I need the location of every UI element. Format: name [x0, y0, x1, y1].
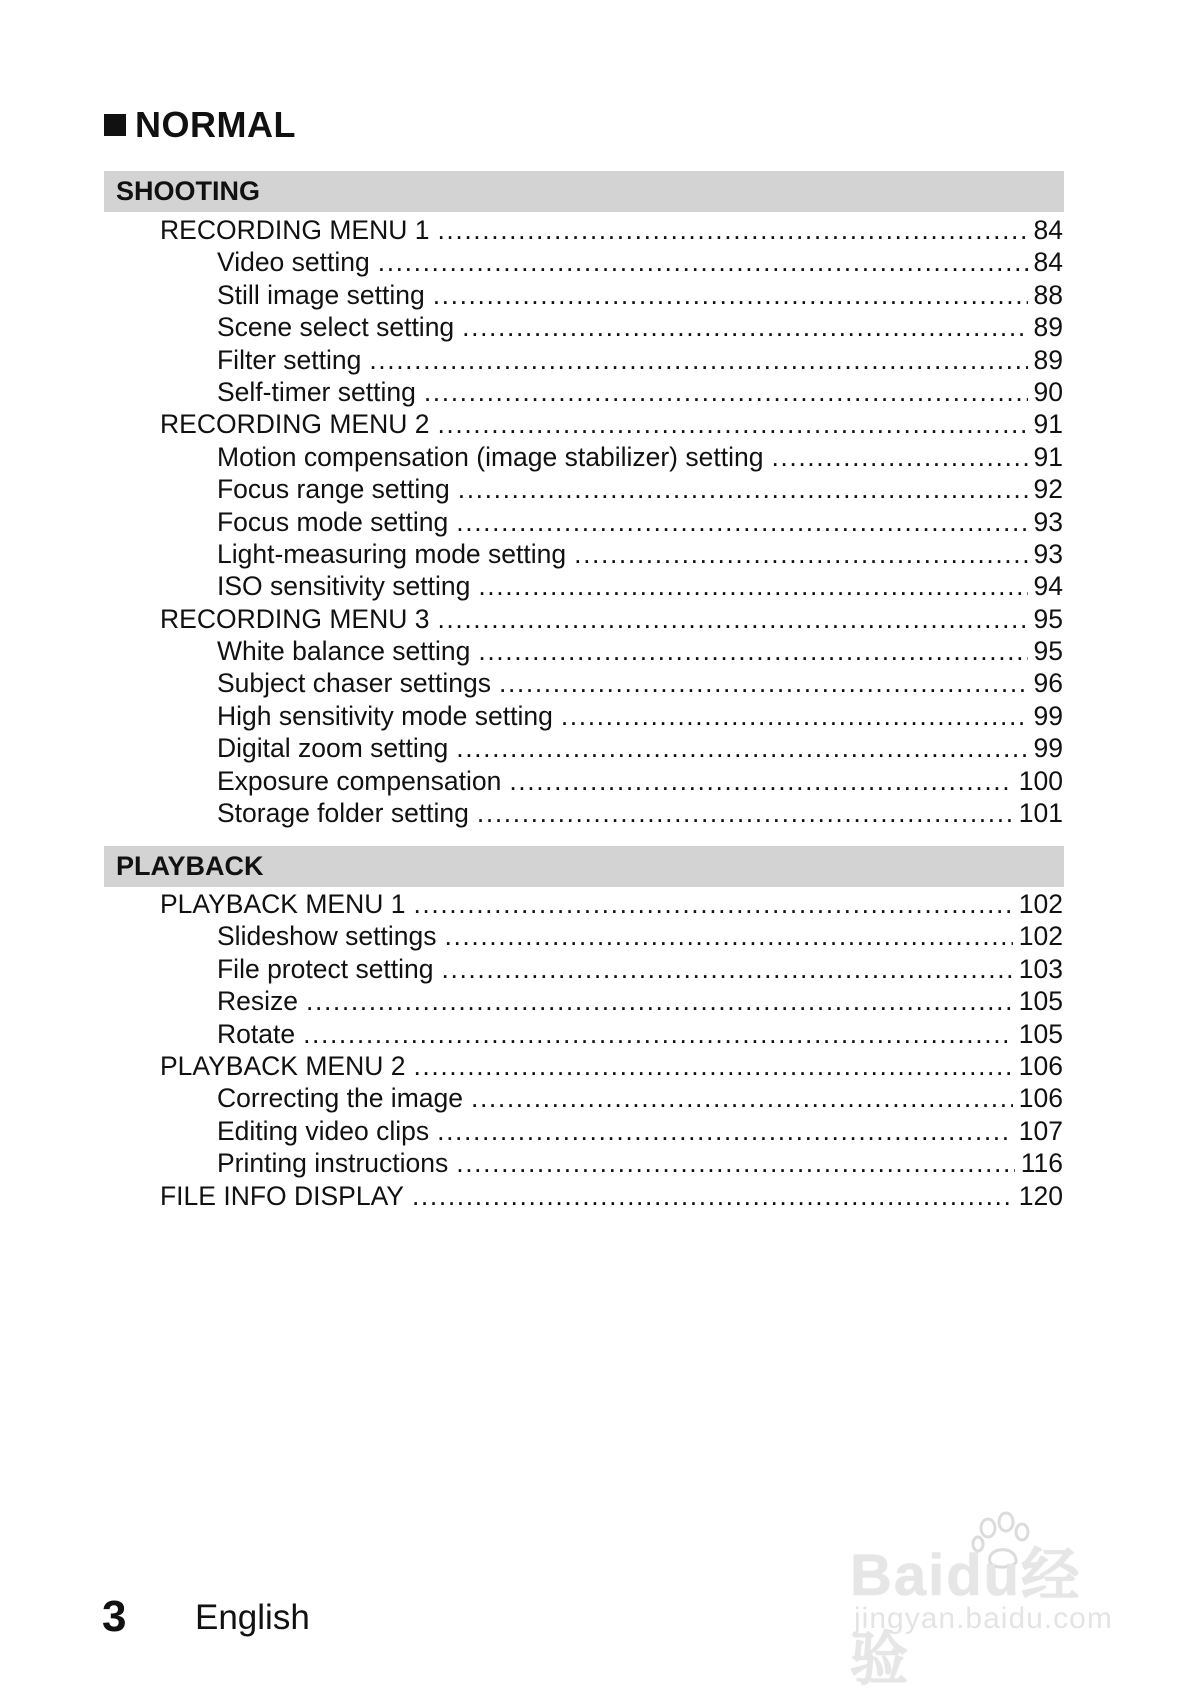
- toc-entry-label: Editing video clips: [217, 1115, 430, 1146]
- toc-entry-page: 106: [1018, 1083, 1063, 1114]
- toc-entry: [160, 1083, 1063, 1115]
- dot-leader: [444, 921, 1012, 952]
- toc-entry: [160, 986, 1063, 1018]
- toc-entry-page: 102: [1018, 921, 1063, 952]
- toc-entry: [160, 507, 1063, 539]
- toc-entry: [160, 636, 1063, 668]
- toc-entry: [160, 668, 1063, 700]
- dot-leader: [771, 442, 1027, 473]
- shooting-header: SHOOTING: [104, 171, 1064, 212]
- dot-leader: [478, 636, 1027, 667]
- toc-entry: [160, 1148, 1063, 1180]
- toc-entry-label: Focus range setting: [217, 474, 450, 505]
- toc-entry: [160, 312, 1063, 344]
- toc-entry-label: Light-measuring mode setting: [217, 538, 567, 569]
- toc-entry-label: FILE INFO DISPLAY: [160, 1180, 404, 1211]
- toc-entry: [160, 766, 1063, 798]
- toc-entry: [160, 571, 1063, 603]
- dot-leader: [433, 280, 1028, 311]
- toc-entry: [160, 889, 1063, 921]
- toc-entry-page: 99: [1033, 700, 1063, 731]
- dot-leader: [477, 798, 1013, 829]
- toc-entry-page: 94: [1033, 571, 1063, 602]
- section-heading-text: NORMAL: [135, 104, 296, 145]
- toc-entry-page: 100: [1018, 765, 1063, 796]
- toc-entry-page: 95: [1033, 636, 1063, 667]
- toc-entry-page: 101: [1018, 798, 1063, 829]
- dot-leader: [561, 701, 1028, 732]
- toc-entry: [160, 1019, 1063, 1051]
- dot-leader: [437, 604, 1027, 635]
- toc-entry-label: PLAYBACK MENU 1: [160, 889, 406, 919]
- toc-entry-page: 105: [1018, 986, 1063, 1017]
- toc-entry-page: 89: [1033, 344, 1063, 375]
- dot-leader: [303, 1019, 1013, 1050]
- dot-leader: [456, 1148, 1015, 1179]
- toc-entry-page: 92: [1033, 474, 1063, 505]
- toc-entry-label: Video setting: [217, 247, 370, 278]
- dot-leader: [456, 733, 1027, 764]
- toc-entry-page: 91: [1033, 409, 1063, 440]
- dot-leader: [458, 474, 1028, 505]
- toc-entry-label: Motion compensation (image stabilizer) setting: [217, 441, 764, 472]
- square-bullet-icon: [104, 114, 126, 136]
- toc-entry-label: RECORDING MENU 2: [160, 409, 430, 440]
- toc-entry-label: Storage folder setting: [217, 798, 469, 829]
- toc-entry-page: 90: [1033, 376, 1063, 407]
- dot-leader: [499, 668, 1028, 699]
- toc-entry-label: File protect setting: [217, 953, 434, 984]
- toc-entry-page: 103: [1018, 953, 1063, 984]
- toc-entry-label: Self-timer setting: [217, 376, 416, 407]
- dot-leader: [509, 766, 1012, 797]
- toc-entry: [160, 377, 1063, 409]
- dot-leader: [306, 986, 1013, 1017]
- toc-entry-label: ISO sensitivity setting: [217, 571, 471, 602]
- dot-leader: [574, 539, 1027, 570]
- toc-entry-label: RECORDING MENU 3: [160, 603, 430, 634]
- toc-entry: [160, 733, 1063, 765]
- toc-entry: [160, 474, 1063, 506]
- toc-entry: [160, 442, 1063, 474]
- toc-entry-page: 84: [1033, 247, 1063, 278]
- toc-entry-label: Digital zoom setting: [217, 733, 449, 764]
- toc-entry-label: High sensitivity mode setting: [217, 700, 553, 731]
- toc-entry-label: Printing instructions: [217, 1148, 449, 1179]
- toc-entry-page: 102: [1018, 889, 1063, 919]
- section-heading: [104, 104, 296, 146]
- dot-leader: [437, 409, 1027, 440]
- toc-entry-label: PLAYBACK MENU 2: [160, 1050, 406, 1081]
- toc-entry-page: 106: [1018, 1050, 1063, 1081]
- dot-leader: [437, 1116, 1013, 1147]
- shooting-toc: [160, 215, 1063, 830]
- dot-leader: [413, 889, 1012, 920]
- watermark-main-text: Baidu经验: [850, 1543, 1082, 1692]
- dot-leader: [478, 571, 1027, 602]
- dot-leader: [437, 215, 1027, 246]
- toc-entry: [160, 701, 1063, 733]
- toc-entry-page: 120: [1018, 1180, 1063, 1211]
- toc-entry-page: 88: [1033, 279, 1063, 310]
- toc-entry-label: Slideshow settings: [217, 921, 437, 952]
- toc-entry: [160, 1116, 1063, 1148]
- toc-entry-label: Resize: [217, 986, 299, 1017]
- dot-leader: [378, 247, 1028, 278]
- toc-entry-label: White balance setting: [217, 636, 471, 667]
- toc-entry: [160, 954, 1063, 986]
- toc-entry: [160, 1051, 1063, 1083]
- toc-entry-page: 84: [1033, 215, 1063, 245]
- toc-entry: [160, 280, 1063, 312]
- toc-entry-label: Subject chaser settings: [217, 668, 491, 699]
- dot-leader: [462, 312, 1027, 343]
- toc-entry-label: Scene select setting: [217, 312, 455, 343]
- toc-entry-page: 93: [1033, 538, 1063, 569]
- dot-leader: [456, 507, 1027, 538]
- toc-entry: [160, 247, 1063, 279]
- toc-entry-label: Correcting the image: [217, 1083, 463, 1114]
- dot-leader: [424, 377, 1028, 408]
- toc-entry-page: 99: [1033, 733, 1063, 764]
- toc-entry: [160, 604, 1063, 636]
- toc-entry-page: 91: [1033, 441, 1063, 472]
- dot-leader: [442, 954, 1013, 985]
- footer-language: English: [195, 1598, 310, 1637]
- dot-leader: [413, 1051, 1012, 1082]
- toc-entry-label: Focus mode setting: [217, 506, 449, 537]
- page-number: 3: [102, 1592, 127, 1641]
- dot-leader: [412, 1181, 1013, 1212]
- dot-leader: [369, 345, 1027, 376]
- toc-entry-page: 107: [1018, 1115, 1063, 1146]
- toc-entry: [160, 345, 1063, 377]
- toc-entry-page: 116: [1020, 1148, 1063, 1179]
- watermark-url: jingyan.baidu.com: [854, 1602, 1113, 1635]
- baidu-watermark: [850, 1510, 1140, 1692]
- toc-entry-page: 95: [1033, 603, 1063, 634]
- toc-entry: [160, 921, 1063, 953]
- toc-entry-label: Filter setting: [217, 344, 362, 375]
- toc-entry-page: 89: [1033, 312, 1063, 343]
- playback-header: PLAYBACK: [104, 846, 1064, 887]
- toc-entry: [160, 539, 1063, 571]
- toc-entry: [160, 798, 1063, 830]
- toc-entry-label: Exposure compensation: [217, 765, 502, 796]
- toc-entry-page: 105: [1018, 1018, 1063, 1049]
- toc-entry-page: 96: [1033, 668, 1063, 699]
- toc-entry: [160, 215, 1063, 247]
- toc-entry-label: Still image setting: [217, 279, 425, 310]
- playback-toc: [160, 889, 1063, 1213]
- toc-entry-label: RECORDING MENU 1: [160, 215, 430, 245]
- toc-entry-label: Rotate: [217, 1018, 296, 1049]
- dot-leader: [471, 1083, 1013, 1114]
- toc-entry: [160, 409, 1063, 441]
- toc-entry: [160, 1181, 1063, 1213]
- toc-entry-page: 93: [1033, 506, 1063, 537]
